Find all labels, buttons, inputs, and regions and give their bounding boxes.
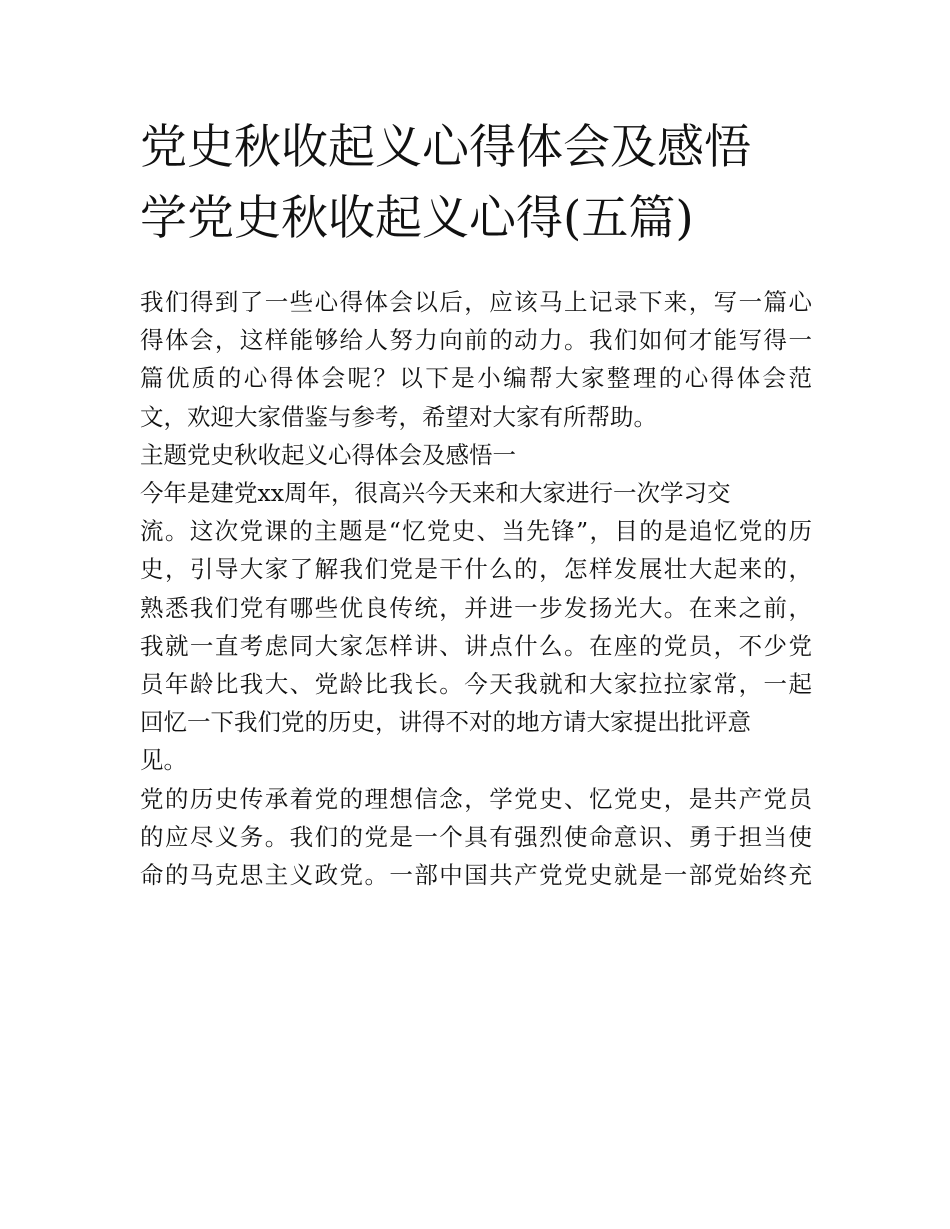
intro-line-4: 文，欢迎大家借鉴与参考，希望对大家有所帮助。 bbox=[140, 402, 657, 431]
paragraph-1-line-4: 熟悉我们党有哪些优良传统，并进一步发扬光大。在来之前， bbox=[140, 593, 812, 622]
paragraph-1-line-5: 我就一直考虑同大家怎样讲、讲点什么。在座的党员，不少党 bbox=[140, 631, 812, 660]
intro-line-1: 我们得到了一些心得体会以后，应该马上记录下来，写一篇心 bbox=[140, 288, 812, 316]
paragraph-1-line-1: 今年是建党xx周年，很高兴今天来和大家进行一次学习交 bbox=[140, 479, 731, 508]
paragraph-1-line-2: 流。这次党课的主题是“忆党史、当先锋”，目的是追忆党的历 bbox=[140, 517, 812, 546]
paragraph-2 bbox=[140, 780, 812, 895]
document-title bbox=[140, 112, 840, 254]
section-heading: 主题党史秋收起义心得体会及感悟一 bbox=[140, 440, 516, 469]
intro-line-2: 得体会，这样能够给人努力向前的动力。我们如何才能写得一 bbox=[140, 326, 812, 355]
paragraph-1-line-3: 史，引导大家了解我们党是干什么的，怎样发展壮大起来的， bbox=[140, 555, 812, 584]
title-line-2: 学党史秋收起义心得(五篇) bbox=[140, 191, 694, 246]
paragraph-2-line-3: 命的马克思主义政党。一部中国共产党党史就是一部党始终充 bbox=[140, 861, 812, 890]
paragraph-1-line-8: 见。 bbox=[140, 746, 187, 775]
intro-paragraph bbox=[140, 283, 812, 436]
paragraph-2-line-2: 的应尽义务。我们的党是一个具有强烈使命意识、勇于担当使 bbox=[140, 822, 812, 851]
paragraph-2-line-1: 党的历史传承着党的理想信念，学党史、忆党史，是共产党员 bbox=[140, 784, 812, 813]
document-body bbox=[140, 283, 812, 894]
intro-line-3: 篇优质的心得体会呢？以下是小编帮大家整理的心得体会范 bbox=[140, 364, 812, 393]
section-heading-paragraph bbox=[140, 436, 812, 474]
title-line-1: 党史秋收起义心得体会及感悟 bbox=[140, 120, 751, 175]
paragraph-1-line-7: 回忆一下我们党的历史，讲得不对的地方请大家提出批评意 bbox=[140, 708, 751, 737]
paragraph-1 bbox=[140, 474, 812, 780]
paragraph-1-line-6: 员年龄比我大、党龄比我长。今天我就和大家拉拉家常，一起 bbox=[140, 670, 812, 699]
